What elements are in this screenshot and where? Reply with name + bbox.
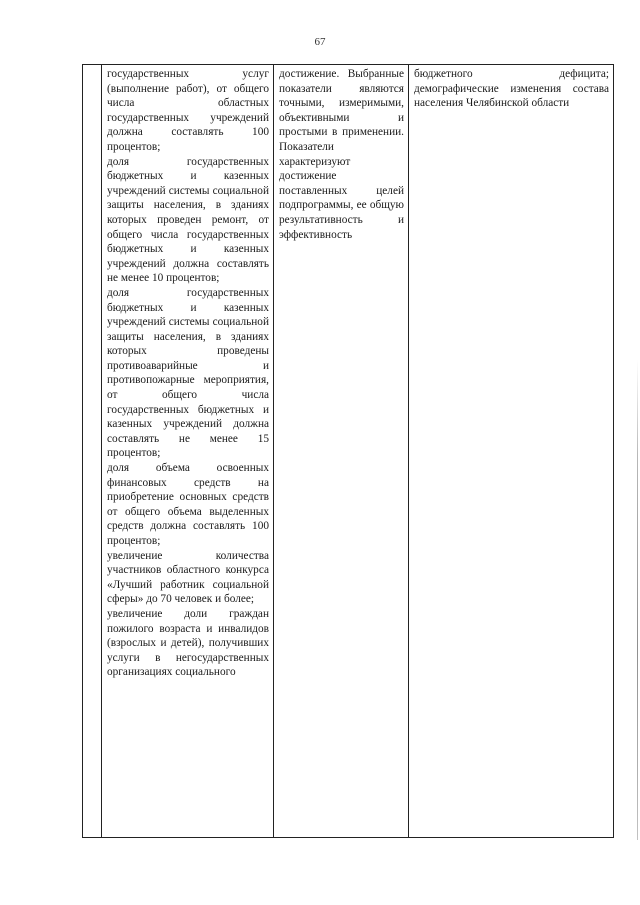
risks-paragraph: бюджетного дефицита; демографические изменения состава населения Челябинской области — [414, 68, 609, 110]
page-number: 67 — [314, 36, 326, 48]
scan-edge-artifact — [637, 360, 638, 840]
table-cell-index — [83, 65, 102, 838]
indicator-paragraph: доля государственных бюджетных и казенных учреждений системы социальной защиты населения, в зданиях которых проведены противоаварийные и противопожарные мероприятия, от общего числа государственных бюджетных и казенных учреждений должна составлять не менее 15 процентов; — [107, 286, 269, 460]
table-row — [83, 65, 614, 838]
indicator-paragraph: увеличение количества участников областного конкурса «Лучший работник социальной сферы» до 70 человек и более; — [107, 549, 269, 606]
rationale-paragraph: достижение. Выбранные показатели являются точными, измеримыми, объективными и простыми в применении. Показатели характеризуют достижение поставленных целей подпрограммы, ее общую результативность и эффективность — [279, 68, 404, 241]
document-table — [82, 64, 614, 838]
indicator-paragraph: увеличение доли граждан пожилого возраста и инвалидов (взрослых и детей), получивших услуги в негосударственных организациях социального — [107, 607, 269, 679]
table-cell-risks — [409, 65, 614, 838]
indicator-paragraph: доля объема освоенных финансовых средств на приобретение основных средств от общего объема выделенных средств должна составлять 100 процентов; — [107, 462, 269, 547]
indicator-paragraph: доля государственных бюджетных и казенных учреждений системы социальной защиты населения, в зданиях которых проведен ремонт, от общего числа государственных бюджетных и казенных учреждений должна составлять не менее 10 процентов; — [107, 155, 269, 285]
table-cell-indicators — [102, 65, 274, 838]
indicator-paragraph: государственных услуг (выполнение работ), от общего числа областных государственных учреждений должна составлять 100 процентов; — [107, 68, 269, 153]
table-cell-rationale — [274, 65, 409, 838]
